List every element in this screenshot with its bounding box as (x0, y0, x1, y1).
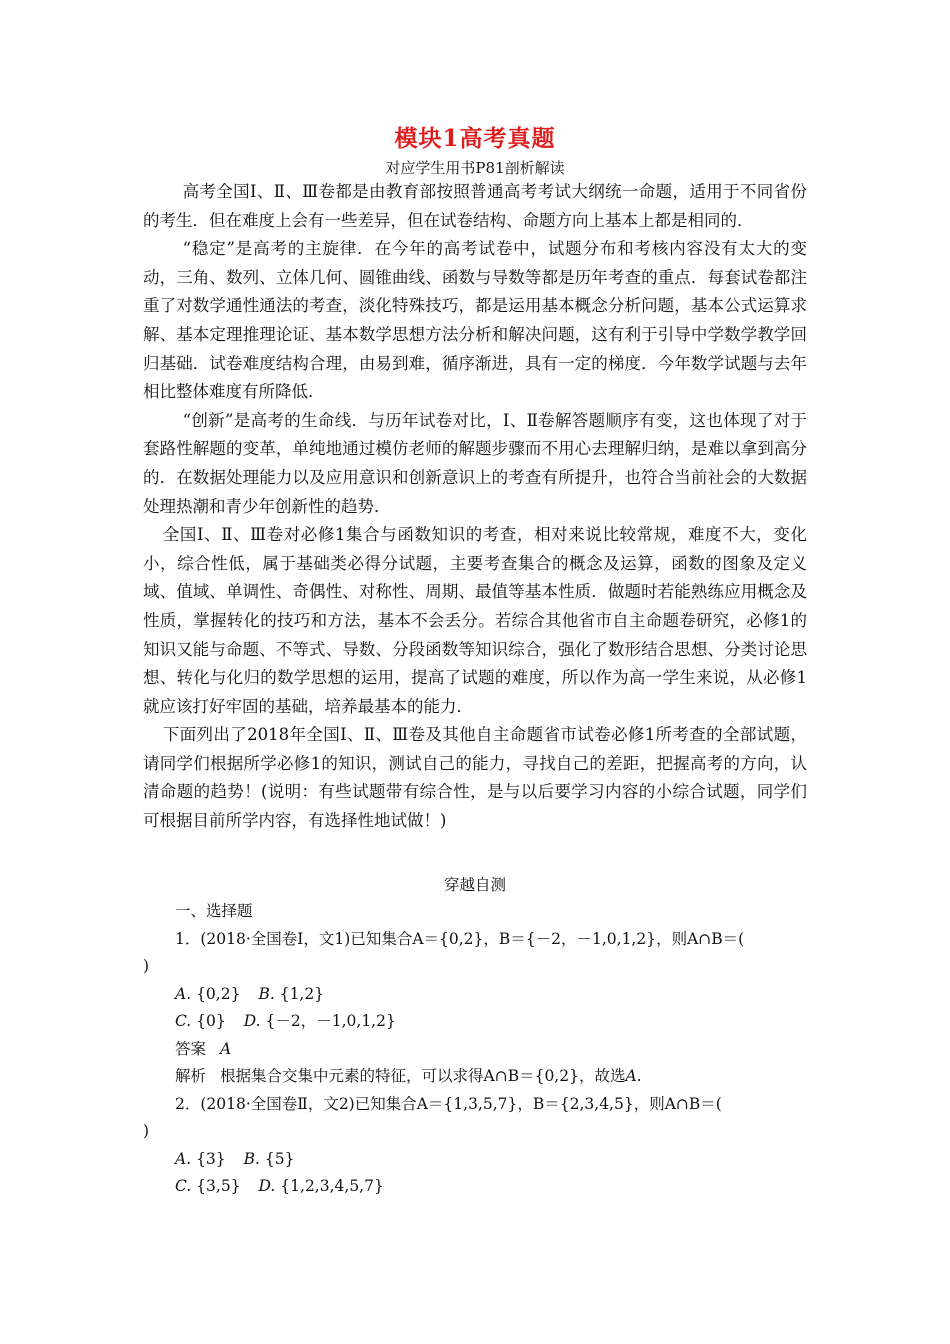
option-d: {－2，－1,0,1,2} (265, 1012, 396, 1030)
option-b: {5} (264, 1149, 295, 1168)
option-a-label: A. (175, 1149, 192, 1168)
part-heading: 一、选择题 (175, 902, 253, 920)
question-1-stem: 1．(2018·全国卷Ⅰ，文1)已知集合A＝{0,2}，B＝{－2，－1,0,1,2}，则A∩B＝( (175, 929, 745, 948)
option-c-label: C. (175, 1012, 192, 1030)
question-1-answer (143, 1036, 807, 1064)
answer-label: 答案 (175, 1039, 207, 1058)
option-d-label: D. (243, 1012, 261, 1030)
question-1-analysis (143, 1063, 807, 1091)
question-2-stem: 2．(2018·全国卷Ⅱ，文2)已知集合A＝{1,3,5,7}，B＝{2,3,4,5}，则A∩B＝( (175, 1094, 722, 1113)
intro-paragraph: 全国Ⅰ、Ⅱ、Ⅲ卷对必修1集合与函数知识的考查，相对来说比较常规，难度不大，变化小，综合性低，属于基础类必得分试题，主要考查集合的概念及运算，函数的图象及定义域、值域、单调性、奇偶性、对称性、周期、最值等基本性质．做题时若能熟练应用概念及性质，掌握转化的技巧和方法，基本不会丢分。若综合其他省市自主命题卷研究，必修1的知识又能与命题、不等式、导数、分段函数等知识综合，强化了数形结合思想、分类讨论思想、转化与化归的数学思想的运用，提高了试题的难度，所以作为高一学生来说，从必修1就应该打好牢固的基础，培养最基本的能力． (143, 525, 807, 716)
intro-section (143, 178, 807, 836)
option-c: {0} (196, 1012, 226, 1030)
option-c: {3,5} (196, 1177, 241, 1195)
option-d: {1,2,3,4,5,7} (280, 1177, 384, 1195)
intro-paragraph: “创新”是高考的生命线．与历年试卷对比，Ⅰ、Ⅱ卷解答题顺序有变，这也体现了对于套路性解题的变革，单纯地通过模仿老师的解题步骤而不用心去理解归纳，是难以拿到高分的．在数据处理能力以及应用意识和创新意识上的考查有所提升，也符合当前社会的大数据处理热潮和青少年创新性的趋势． (143, 410, 807, 516)
page-title: 模块1高考真题 (394, 125, 556, 152)
intro-paragraph: “稳定”是高考的主旋律．在今年的高考试卷中，试题分布和考核内容没有太大的变动，三角、数列、立体几何、圆锥曲线、函数与导数等都是历年考查的重点．每套试卷都注重了对数学通性通法的考查，淡化特殊技巧，都是运用基本概念分析问题，基本公式运算求解、基本定理推理论证、基本数学思想方法分析和解决问题，这有利于引导中学数学教学回归基础．试卷难度结构合理，由易到难，循序渐进，具有一定的梯度．今年数学试题与去年相比整体难度有所降低． (143, 239, 807, 402)
section-title: 穿越自测 (443, 876, 506, 894)
question-1-stem-end: ) (143, 957, 150, 975)
analysis-text: 根据集合交集中元素的特征，可以求得A∩B＝{0,2}，故选 (220, 1067, 626, 1085)
option-a: {0,2} (196, 984, 241, 1003)
option-b-label: B. (258, 984, 275, 1003)
analysis-choice: A. (625, 1067, 642, 1085)
option-a-label: A. (175, 984, 192, 1003)
quiz-section (143, 898, 807, 1201)
option-b: {1,2} (279, 984, 325, 1003)
question-1-options-cd (143, 1008, 807, 1036)
question-1-options-ab (143, 981, 807, 1009)
question-2-options-ab (143, 1146, 807, 1174)
question-2-stem-end: ) (143, 1122, 150, 1140)
option-d-label: D. (258, 1177, 276, 1195)
option-b-label: B. (243, 1149, 260, 1168)
analysis-label: 解析 (175, 1067, 207, 1085)
answer-value: A (220, 1039, 232, 1058)
question-2-options-cd (143, 1173, 807, 1201)
option-c-label: C. (175, 1177, 192, 1195)
option-a: {3} (196, 1149, 226, 1168)
intro-paragraph: 高考全国Ⅰ、Ⅱ、Ⅲ卷都是由教育部按照普通高考考试大纲统一命题，适用于不同省份的考生．但在难度上会有一些差异，但在试卷结构、命题方向上基本上都是相同的． (143, 182, 807, 230)
page-subtitle: 对应学生用书P81剖析解读 (385, 159, 565, 177)
intro-paragraph: 下面列出了2018年全国Ⅰ、Ⅱ、Ⅲ卷及其他自主命题省市试卷必修1所考查的全部试题，请同学们根据所学必修1的知识，测试自己的能力，寻找自己的差距，把握高考的方向，认清命题的趋势！(说明：有些试题带有综合性，是与以后要学习内容的小综合试题，同学们可根据目前所学内容，有选择性地试做！) (143, 725, 807, 831)
